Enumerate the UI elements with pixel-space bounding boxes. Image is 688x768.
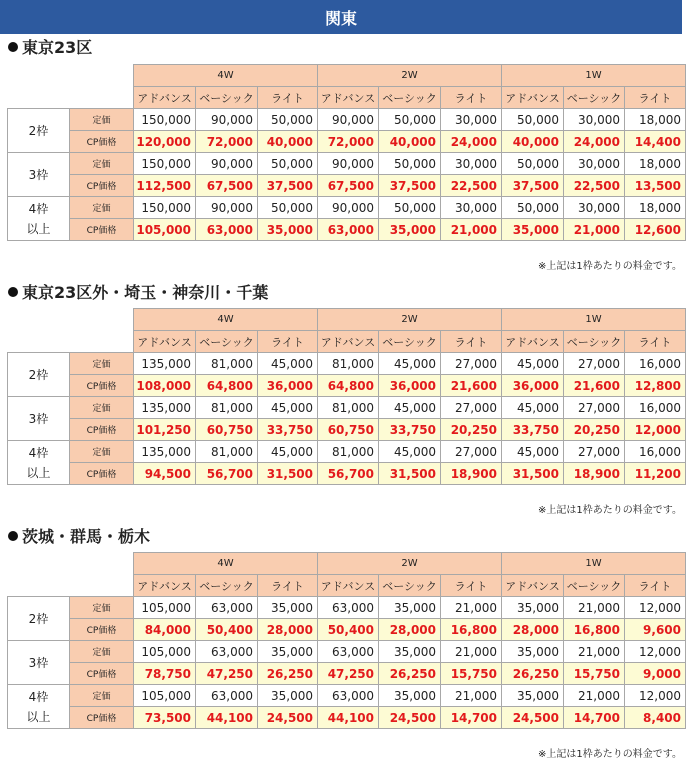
cp-price-value: 21,600 bbox=[564, 375, 625, 397]
list-price-label: 定価 bbox=[70, 397, 134, 419]
list-price-value: 50,000 bbox=[258, 153, 318, 175]
frame-count-cell bbox=[8, 109, 70, 153]
list-price-label: 定価 bbox=[70, 597, 134, 619]
list-price-value: 35,000 bbox=[502, 641, 564, 663]
frame-count-cell bbox=[8, 441, 70, 485]
list-price-row bbox=[8, 597, 686, 619]
cp-price-value: 112,500 bbox=[134, 175, 196, 197]
list-price-value: 12,000 bbox=[625, 685, 686, 707]
frame-count-label: 以上 bbox=[26, 465, 51, 480]
cp-price-value: 37,500 bbox=[502, 175, 564, 197]
bullet-icon bbox=[8, 42, 18, 52]
frame-count-cell bbox=[8, 197, 70, 241]
cp-price-value: 36,000 bbox=[258, 375, 318, 397]
list-price-value: 50,000 bbox=[502, 109, 564, 131]
cp-price-value: 21,000 bbox=[441, 219, 502, 241]
cp-price-value: 60,750 bbox=[318, 419, 379, 441]
cp-price-value: 22,500 bbox=[441, 175, 502, 197]
list-price-value: 105,000 bbox=[134, 597, 196, 619]
footnote: ※上記は1枠あたりの料金です。 bbox=[538, 261, 682, 272]
list-price-label: 定価 bbox=[70, 441, 134, 463]
plan-header: アドバンス bbox=[134, 331, 196, 353]
plan-header: ライト bbox=[625, 331, 686, 353]
plan-header: ライト bbox=[625, 575, 686, 597]
list-price-value: 50,000 bbox=[502, 153, 564, 175]
list-price-value: 45,000 bbox=[502, 353, 564, 375]
cp-price-value: 72,000 bbox=[196, 131, 258, 153]
list-price-value: 150,000 bbox=[134, 153, 196, 175]
cp-price-value: 12,800 bbox=[625, 375, 686, 397]
list-price-value: 12,000 bbox=[625, 641, 686, 663]
list-price-value: 150,000 bbox=[134, 197, 196, 219]
list-price-value: 63,000 bbox=[196, 597, 258, 619]
list-price-value: 30,000 bbox=[564, 109, 625, 131]
cp-price-value: 15,750 bbox=[564, 663, 625, 685]
cp-price-label: CP価格 bbox=[70, 419, 134, 441]
list-price-value: 105,000 bbox=[134, 685, 196, 707]
list-price-value: 45,000 bbox=[502, 441, 564, 463]
cp-price-value: 26,250 bbox=[379, 663, 441, 685]
list-price-label: 定価 bbox=[70, 153, 134, 175]
frame-count-label: 3枠 bbox=[28, 655, 49, 670]
cp-price-value: 36,000 bbox=[379, 375, 441, 397]
frame-count-label: 以上 bbox=[26, 221, 51, 236]
week-header: 1W bbox=[502, 65, 686, 87]
list-price-value: 63,000 bbox=[318, 685, 379, 707]
list-price-row bbox=[8, 353, 686, 375]
plan-header: ベーシック bbox=[379, 575, 441, 597]
list-price-value: 16,000 bbox=[625, 353, 686, 375]
cp-price-value: 63,000 bbox=[196, 219, 258, 241]
cp-price-value: 9,000 bbox=[625, 663, 686, 685]
frame-count-cell bbox=[8, 641, 70, 685]
list-price-value: 18,000 bbox=[625, 197, 686, 219]
cp-price-value: 60,750 bbox=[196, 419, 258, 441]
week-header: 1W bbox=[502, 309, 686, 331]
frame-count-label: 3枠 bbox=[28, 167, 49, 182]
cp-price-value: 20,250 bbox=[441, 419, 502, 441]
frame-count-label: 4枠 bbox=[28, 201, 49, 216]
list-price-value: 50,000 bbox=[379, 153, 441, 175]
cp-price-value: 31,500 bbox=[379, 463, 441, 485]
list-price-value: 21,000 bbox=[564, 597, 625, 619]
cp-price-value: 63,000 bbox=[318, 219, 379, 241]
cp-price-row bbox=[8, 463, 686, 485]
plan-header-row bbox=[8, 575, 686, 597]
cp-price-value: 35,000 bbox=[502, 219, 564, 241]
corner-blank bbox=[8, 87, 134, 109]
footnote: ※上記は1枠あたりの料金です。 bbox=[538, 749, 682, 760]
list-price-value: 50,000 bbox=[502, 197, 564, 219]
plan-header: ライト bbox=[258, 331, 318, 353]
week-header: 4W bbox=[134, 309, 318, 331]
plan-header: ベーシック bbox=[379, 87, 441, 109]
cp-price-value: 16,800 bbox=[564, 619, 625, 641]
list-price-value: 27,000 bbox=[441, 397, 502, 419]
list-price-value: 35,000 bbox=[379, 641, 441, 663]
cp-price-value: 64,800 bbox=[318, 375, 379, 397]
frame-count-label: 以上 bbox=[26, 709, 51, 724]
cp-price-value: 18,900 bbox=[564, 463, 625, 485]
plan-header: ベーシック bbox=[379, 331, 441, 353]
list-price-row bbox=[8, 197, 686, 219]
plan-header: ベーシック bbox=[564, 575, 625, 597]
list-price-value: 135,000 bbox=[134, 441, 196, 463]
cp-price-value: 24,500 bbox=[258, 707, 318, 729]
plan-header: ライト bbox=[441, 575, 502, 597]
list-price-value: 150,000 bbox=[134, 109, 196, 131]
list-price-value: 63,000 bbox=[318, 597, 379, 619]
list-price-value: 45,000 bbox=[379, 397, 441, 419]
cp-price-value: 120,000 bbox=[134, 131, 196, 153]
list-price-value: 35,000 bbox=[502, 685, 564, 707]
cp-price-row bbox=[8, 619, 686, 641]
list-price-value: 45,000 bbox=[258, 353, 318, 375]
list-price-value: 35,000 bbox=[258, 597, 318, 619]
plan-header: ライト bbox=[258, 575, 318, 597]
cp-price-label: CP価格 bbox=[70, 219, 134, 241]
frame-count-label: 2枠 bbox=[28, 611, 49, 626]
cp-price-row bbox=[8, 663, 686, 685]
cp-price-value: 12,600 bbox=[625, 219, 686, 241]
list-price-value: 50,000 bbox=[258, 197, 318, 219]
list-price-value: 30,000 bbox=[441, 153, 502, 175]
list-price-value: 45,000 bbox=[258, 397, 318, 419]
list-price-value: 21,000 bbox=[564, 641, 625, 663]
plan-header: ライト bbox=[625, 87, 686, 109]
cp-price-value: 33,750 bbox=[502, 419, 564, 441]
cp-price-value: 18,900 bbox=[441, 463, 502, 485]
week-header: 2W bbox=[318, 553, 502, 575]
plan-header: ベーシック bbox=[564, 87, 625, 109]
cp-price-value: 12,000 bbox=[625, 419, 686, 441]
section-title-text: 東京23区 bbox=[22, 38, 93, 57]
cp-price-value: 101,250 bbox=[134, 419, 196, 441]
list-price-value: 90,000 bbox=[196, 153, 258, 175]
list-price-value: 27,000 bbox=[441, 353, 502, 375]
plan-header: アドバンス bbox=[318, 87, 379, 109]
list-price-value: 16,000 bbox=[625, 441, 686, 463]
week-header-row bbox=[8, 65, 686, 87]
list-price-value: 105,000 bbox=[134, 641, 196, 663]
cp-price-value: 14,700 bbox=[441, 707, 502, 729]
list-price-value: 81,000 bbox=[318, 353, 379, 375]
cp-price-value: 28,000 bbox=[502, 619, 564, 641]
cp-price-value: 84,000 bbox=[134, 619, 196, 641]
week-header: 1W bbox=[502, 553, 686, 575]
list-price-value: 50,000 bbox=[379, 197, 441, 219]
cp-price-label: CP価格 bbox=[70, 463, 134, 485]
cp-price-value: 56,700 bbox=[196, 463, 258, 485]
list-price-value: 27,000 bbox=[564, 353, 625, 375]
list-price-label: 定価 bbox=[70, 197, 134, 219]
list-price-row bbox=[8, 153, 686, 175]
cp-price-value: 28,000 bbox=[379, 619, 441, 641]
list-price-value: 45,000 bbox=[379, 441, 441, 463]
cp-price-value: 36,000 bbox=[502, 375, 564, 397]
list-price-row bbox=[8, 109, 686, 131]
list-price-value: 45,000 bbox=[502, 397, 564, 419]
cp-price-value: 9,600 bbox=[625, 619, 686, 641]
cp-price-row bbox=[8, 707, 686, 729]
price-table bbox=[7, 308, 686, 485]
plan-header: ベーシック bbox=[196, 575, 258, 597]
list-price-value: 12,000 bbox=[625, 597, 686, 619]
frame-count-label: 4枠 bbox=[28, 445, 49, 460]
cp-price-value: 33,750 bbox=[258, 419, 318, 441]
bullet-icon bbox=[8, 287, 18, 297]
cp-price-label: CP価格 bbox=[70, 175, 134, 197]
cp-price-value: 31,500 bbox=[502, 463, 564, 485]
list-price-value: 27,000 bbox=[564, 397, 625, 419]
cp-price-value: 67,500 bbox=[196, 175, 258, 197]
cp-price-value: 40,000 bbox=[258, 131, 318, 153]
list-price-value: 45,000 bbox=[258, 441, 318, 463]
plan-header: アドバンス bbox=[502, 331, 564, 353]
cp-price-value: 44,100 bbox=[196, 707, 258, 729]
list-price-value: 81,000 bbox=[318, 441, 379, 463]
list-price-value: 135,000 bbox=[134, 397, 196, 419]
list-price-value: 90,000 bbox=[196, 109, 258, 131]
plan-header: ベーシック bbox=[196, 331, 258, 353]
cp-price-value: 40,000 bbox=[502, 131, 564, 153]
plan-header: アドバンス bbox=[134, 87, 196, 109]
list-price-value: 30,000 bbox=[564, 153, 625, 175]
list-price-value: 30,000 bbox=[564, 197, 625, 219]
cp-price-value: 20,250 bbox=[564, 419, 625, 441]
cp-price-value: 64,800 bbox=[196, 375, 258, 397]
plan-header: ライト bbox=[258, 87, 318, 109]
cp-price-value: 37,500 bbox=[258, 175, 318, 197]
cp-price-value: 94,500 bbox=[134, 463, 196, 485]
frame-count-label: 2枠 bbox=[28, 367, 49, 382]
list-price-value: 90,000 bbox=[318, 153, 379, 175]
cp-price-value: 21,000 bbox=[564, 219, 625, 241]
cp-price-value: 21,600 bbox=[441, 375, 502, 397]
cp-price-label: CP価格 bbox=[70, 375, 134, 397]
list-price-value: 30,000 bbox=[441, 197, 502, 219]
cp-price-value: 22,500 bbox=[564, 175, 625, 197]
list-price-label: 定価 bbox=[70, 685, 134, 707]
plan-header-row bbox=[8, 331, 686, 353]
week-header: 2W bbox=[318, 65, 502, 87]
list-price-value: 35,000 bbox=[502, 597, 564, 619]
list-price-value: 21,000 bbox=[441, 641, 502, 663]
list-price-value: 21,000 bbox=[441, 597, 502, 619]
plan-header: アドバンス bbox=[502, 87, 564, 109]
cp-price-value: 15,750 bbox=[441, 663, 502, 685]
cp-price-value: 40,000 bbox=[379, 131, 441, 153]
cp-price-value: 31,500 bbox=[258, 463, 318, 485]
list-price-value: 81,000 bbox=[196, 353, 258, 375]
frame-count-cell bbox=[8, 153, 70, 197]
cp-price-value: 78,750 bbox=[134, 663, 196, 685]
list-price-row bbox=[8, 641, 686, 663]
week-header: 2W bbox=[318, 309, 502, 331]
list-price-label: 定価 bbox=[70, 109, 134, 131]
cp-price-value: 105,000 bbox=[134, 219, 196, 241]
list-price-value: 27,000 bbox=[564, 441, 625, 463]
cp-price-value: 47,250 bbox=[196, 663, 258, 685]
plan-header: アドバンス bbox=[318, 575, 379, 597]
cp-price-row bbox=[8, 175, 686, 197]
cp-price-value: 24,000 bbox=[564, 131, 625, 153]
plan-header: ベーシック bbox=[196, 87, 258, 109]
cp-price-row bbox=[8, 219, 686, 241]
frame-count-cell bbox=[8, 597, 70, 641]
list-price-value: 27,000 bbox=[441, 441, 502, 463]
section-title bbox=[8, 37, 92, 59]
price-table bbox=[7, 64, 686, 241]
list-price-value: 35,000 bbox=[379, 597, 441, 619]
plan-header: アドバンス bbox=[318, 331, 379, 353]
cp-price-value: 37,500 bbox=[379, 175, 441, 197]
cp-price-value: 108,000 bbox=[134, 375, 196, 397]
plan-header: アドバンス bbox=[502, 575, 564, 597]
cp-price-row bbox=[8, 131, 686, 153]
list-price-value: 81,000 bbox=[196, 397, 258, 419]
cp-price-value: 72,000 bbox=[318, 131, 379, 153]
frame-count-label: 2枠 bbox=[28, 123, 49, 138]
corner-blank bbox=[8, 331, 134, 353]
list-price-value: 21,000 bbox=[564, 685, 625, 707]
list-price-value: 35,000 bbox=[258, 641, 318, 663]
cp-price-value: 56,700 bbox=[318, 463, 379, 485]
price-table bbox=[7, 552, 686, 729]
plan-header: ライト bbox=[441, 87, 502, 109]
cp-price-value: 16,800 bbox=[441, 619, 502, 641]
cp-price-value: 14,700 bbox=[564, 707, 625, 729]
cp-price-value: 8,400 bbox=[625, 707, 686, 729]
section-title-text: 東京23区外・埼玉・神奈川・千葉 bbox=[22, 283, 269, 302]
bullet-icon bbox=[8, 531, 18, 541]
cp-price-value: 26,250 bbox=[502, 663, 564, 685]
cp-price-label: CP価格 bbox=[70, 663, 134, 685]
list-price-value: 90,000 bbox=[318, 197, 379, 219]
week-header: 4W bbox=[134, 65, 318, 87]
cp-price-label: CP価格 bbox=[70, 131, 134, 153]
week-header: 4W bbox=[134, 553, 318, 575]
cp-price-row bbox=[8, 419, 686, 441]
list-price-value: 63,000 bbox=[196, 641, 258, 663]
cp-price-row bbox=[8, 375, 686, 397]
list-price-value: 50,000 bbox=[258, 109, 318, 131]
week-header-row bbox=[8, 553, 686, 575]
plan-header: ライト bbox=[441, 331, 502, 353]
cp-price-value: 11,200 bbox=[625, 463, 686, 485]
cp-price-label: CP価格 bbox=[70, 707, 134, 729]
footnote: ※上記は1枠あたりの料金です。 bbox=[538, 505, 682, 516]
cp-price-value: 35,000 bbox=[379, 219, 441, 241]
list-price-value: 135,000 bbox=[134, 353, 196, 375]
list-price-label: 定価 bbox=[70, 353, 134, 375]
cp-price-value: 67,500 bbox=[318, 175, 379, 197]
list-price-value: 21,000 bbox=[441, 685, 502, 707]
cp-price-value: 47,250 bbox=[318, 663, 379, 685]
cp-price-value: 44,100 bbox=[318, 707, 379, 729]
list-price-value: 81,000 bbox=[318, 397, 379, 419]
cp-price-value: 35,000 bbox=[258, 219, 318, 241]
cp-price-value: 26,250 bbox=[258, 663, 318, 685]
corner-blank bbox=[8, 65, 134, 87]
plan-header: ベーシック bbox=[564, 331, 625, 353]
list-price-label: 定価 bbox=[70, 641, 134, 663]
list-price-row bbox=[8, 397, 686, 419]
corner-blank bbox=[8, 309, 134, 331]
list-price-value: 90,000 bbox=[196, 197, 258, 219]
cp-price-label: CP価格 bbox=[70, 619, 134, 641]
cp-price-value: 28,000 bbox=[258, 619, 318, 641]
frame-count-cell bbox=[8, 685, 70, 729]
frame-count-cell bbox=[8, 353, 70, 397]
list-price-value: 35,000 bbox=[379, 685, 441, 707]
section-title bbox=[8, 282, 268, 304]
frame-count-cell bbox=[8, 397, 70, 441]
cp-price-value: 50,400 bbox=[196, 619, 258, 641]
frame-count-label: 3枠 bbox=[28, 411, 49, 426]
cp-price-value: 13,500 bbox=[625, 175, 686, 197]
page-title: 関東 bbox=[0, 0, 682, 34]
cp-price-value: 33,750 bbox=[379, 419, 441, 441]
cp-price-value: 50,400 bbox=[318, 619, 379, 641]
list-price-value: 18,000 bbox=[625, 153, 686, 175]
plan-header-row bbox=[8, 87, 686, 109]
list-price-row bbox=[8, 685, 686, 707]
cp-price-value: 24,500 bbox=[379, 707, 441, 729]
list-price-value: 35,000 bbox=[258, 685, 318, 707]
cp-price-value: 73,500 bbox=[134, 707, 196, 729]
week-header-row bbox=[8, 309, 686, 331]
corner-blank bbox=[8, 553, 134, 575]
corner-blank bbox=[8, 575, 134, 597]
section-title bbox=[8, 526, 150, 548]
cp-price-value: 14,400 bbox=[625, 131, 686, 153]
list-price-value: 30,000 bbox=[441, 109, 502, 131]
list-price-value: 90,000 bbox=[318, 109, 379, 131]
list-price-row bbox=[8, 441, 686, 463]
section-title-text: 茨城・群馬・栃木 bbox=[22, 527, 151, 546]
list-price-value: 63,000 bbox=[318, 641, 379, 663]
list-price-value: 81,000 bbox=[196, 441, 258, 463]
list-price-value: 63,000 bbox=[196, 685, 258, 707]
list-price-value: 50,000 bbox=[379, 109, 441, 131]
cp-price-value: 24,500 bbox=[502, 707, 564, 729]
list-price-value: 16,000 bbox=[625, 397, 686, 419]
frame-count-label: 4枠 bbox=[28, 689, 49, 704]
plan-header: アドバンス bbox=[134, 575, 196, 597]
cp-price-value: 24,000 bbox=[441, 131, 502, 153]
list-price-value: 45,000 bbox=[379, 353, 441, 375]
list-price-value: 18,000 bbox=[625, 109, 686, 131]
